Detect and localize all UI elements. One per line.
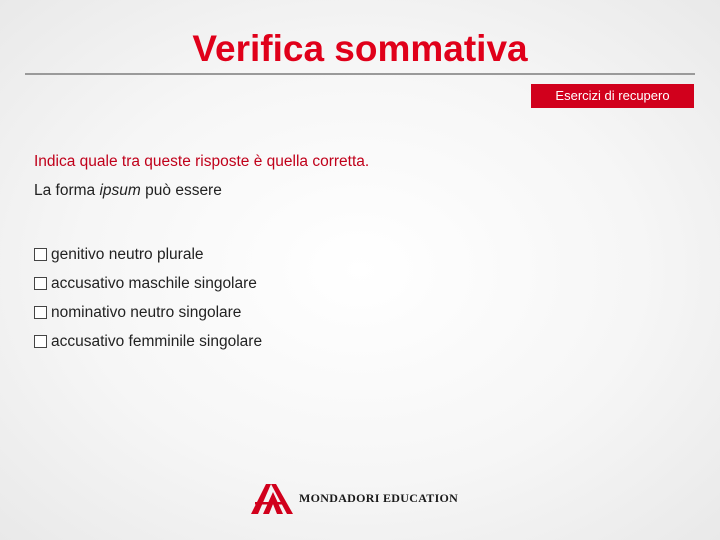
answer-option-label: accusativo femminile singolare: [51, 332, 263, 350]
checkbox-icon[interactable]: [34, 306, 47, 319]
answer-option-label: nominativo neutro singolare: [51, 303, 242, 321]
question-prefix: La forma: [34, 182, 100, 199]
title-divider: [25, 73, 695, 75]
slide-title: Verifica sommativa: [192, 28, 528, 69]
exercise-instruction: Indica quale tra queste risposte è quella corretta.: [34, 153, 370, 170]
question-text: [34, 182, 222, 200]
mondadori-a-logo-icon: [249, 480, 295, 516]
answer-option-label: genitivo neutro plurale: [51, 245, 204, 263]
checkbox-icon[interactable]: [34, 248, 47, 261]
question-suffix: può essere: [140, 182, 222, 199]
publisher-name: MONDADORI EDUCATION: [299, 490, 459, 505]
checkbox-icon[interactable]: [34, 335, 47, 348]
answer-option-label: accusativo maschile singolare: [51, 274, 257, 292]
answer-option-2[interactable]: [34, 269, 262, 298]
publisher-logo: [249, 480, 458, 516]
answer-option-1[interactable]: [34, 240, 262, 269]
answer-options: [34, 240, 262, 356]
answer-option-3[interactable]: [34, 298, 262, 327]
section-badge: Esercizi di recupero: [531, 84, 694, 108]
answer-option-4[interactable]: [34, 327, 262, 356]
checkbox-icon[interactable]: [34, 277, 47, 290]
question-term: ipsum: [99, 182, 141, 199]
